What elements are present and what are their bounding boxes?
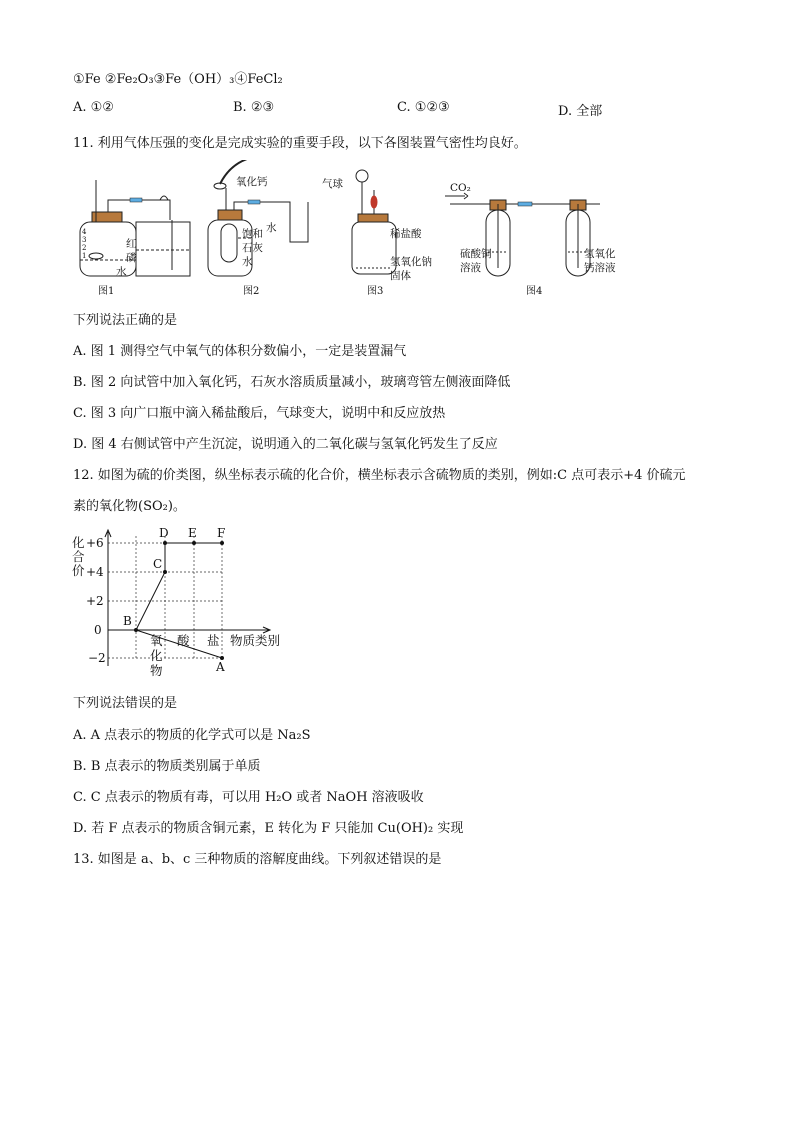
- q11-stem: 11. 利用气体压强的变化是完成实验的重要手段，以下各图装置气密性均良好。: [73, 136, 527, 151]
- chart-y-title: [72, 536, 85, 578]
- x-category-salt: 盐: [207, 633, 220, 648]
- y-tick-p6: +6: [86, 536, 104, 550]
- q10-option-c[interactable]: C. ①②③: [397, 100, 450, 115]
- fig3-label-balloon: 气球: [322, 178, 343, 190]
- fig3-label-naoh2: 固体: [390, 270, 411, 282]
- scale-4: 4: [82, 228, 87, 236]
- fig4-label-caoh-2: 钙溶液: [584, 262, 616, 274]
- q10-items: ①Fe ②Fe₂O₃③Fe（OH）₃④FeCl₂: [73, 72, 283, 87]
- fig4-label-cuso4-1: 硫酸铜: [460, 248, 492, 260]
- fig1-caption: 图1: [98, 286, 115, 297]
- y-tick-p4: +4: [86, 565, 104, 579]
- oxide-char-3: 物: [150, 663, 163, 678]
- fig2-caption: 图2: [243, 286, 260, 297]
- fig1-label-red: 红: [126, 238, 137, 250]
- y-title-char-1: 化: [72, 535, 85, 550]
- q13-stem: 13. 如图是 a、b、c 三种物质的溶解度曲线。下列叙述错误的是: [73, 852, 442, 867]
- point-label-d: D: [159, 526, 169, 540]
- q12-option-d[interactable]: D. 若 F 点表示的物质含铜元素，E 转化为 F 只能加 Cu(OH)₂ 实现: [73, 821, 464, 836]
- q11-option-d[interactable]: D. 图 4 右侧试管中产生沉淀，说明通入的二氧化碳与氢氧化钙发生了反应: [73, 437, 498, 452]
- point-label-c: C: [153, 557, 163, 571]
- q12-option-c[interactable]: C. C 点表示的物质有毒，可以用 H₂O 或者 NaOH 溶液吸收: [73, 790, 424, 805]
- point-label-a: A: [216, 660, 225, 674]
- fig2-label-sat1: 饱和: [242, 228, 263, 240]
- x-category-oxide: [150, 633, 163, 678]
- q12-option-a[interactable]: A. A 点表示的物质的化学式可以是 Na₂S: [73, 728, 311, 743]
- q12-stem-1: 12. 如图为硫的价类图，纵坐标表示硫的化合价，横坐标表示含硫物质的类别，例如:C 点可表示+4 价硫元: [73, 468, 686, 483]
- scale-2: 2: [82, 244, 87, 252]
- y-title-char-3: 价: [72, 563, 85, 578]
- q11-option-c[interactable]: C. 图 3 向广口瓶中滴入稀盐酸后，气球变大，说明中和反应放热: [73, 406, 446, 421]
- fig1-label-phos: 磷: [126, 252, 137, 264]
- apparatus-drawing: [70, 160, 650, 300]
- q11-apparatus-figure: [70, 160, 650, 300]
- q11-prompt: 下列说法正确的是: [73, 313, 178, 328]
- q10-option-b[interactable]: B. ②③: [233, 100, 275, 115]
- q11-option-a[interactable]: A. 图 1 测得空气中氧气的体积分数偏小，一定是装置漏气: [73, 344, 407, 359]
- y-title-char-2: 合: [72, 549, 85, 564]
- q12-option-b[interactable]: B. B 点表示的物质类别属于单质: [73, 759, 261, 774]
- q12-prompt: 下列说法错误的是: [73, 696, 178, 711]
- fig4-label-caoh-1: 氢氧化: [584, 248, 616, 260]
- fig2-label-cao: 氧化钙: [236, 176, 268, 188]
- point-label-b: B: [123, 614, 132, 628]
- x-category-acid: 酸: [177, 633, 190, 648]
- scale-3: 3: [82, 236, 87, 244]
- fig1-label-water: 水: [116, 266, 127, 278]
- fig4-label-co2: CO₂: [450, 182, 471, 194]
- fig4-caption: 图4: [526, 286, 543, 297]
- y-tick-0: 0: [94, 623, 102, 637]
- chart-x-title: 物质类别: [230, 633, 281, 648]
- y-tick-m2: −2: [88, 651, 106, 665]
- fig2-label-water: 水: [266, 222, 277, 234]
- fig3-label-acid: 稀盐酸: [390, 228, 422, 240]
- point-label-e: E: [188, 526, 197, 540]
- q12-valence-chart: [70, 526, 300, 676]
- scale-1: 1: [82, 252, 87, 260]
- fig3-label-naoh1: 氢氧化钠: [390, 256, 432, 268]
- q11-option-b[interactable]: B. 图 2 向试管中加入氧化钙，石灰水溶质质量减小，玻璃弯管左侧液面降低: [73, 375, 511, 390]
- fig2-label-sat2: 石灰: [242, 242, 263, 254]
- q10-option-a[interactable]: A. ①②: [73, 100, 114, 115]
- fig2-label-sat3: 水: [242, 256, 253, 268]
- point-label-f: F: [217, 526, 226, 540]
- q10-option-d[interactable]: D. 全部: [558, 104, 603, 119]
- oxide-char-2: 化: [150, 648, 163, 663]
- q12-stem-2: 素的氧化物(SO₂)。: [73, 499, 186, 514]
- fig4-label-cuso4-2: 溶液: [460, 262, 481, 274]
- oxide-char-1: 氧: [150, 633, 163, 648]
- fig3-caption: 图3: [367, 286, 384, 297]
- y-tick-p2: +2: [86, 594, 104, 608]
- fig1-scale: [82, 228, 86, 260]
